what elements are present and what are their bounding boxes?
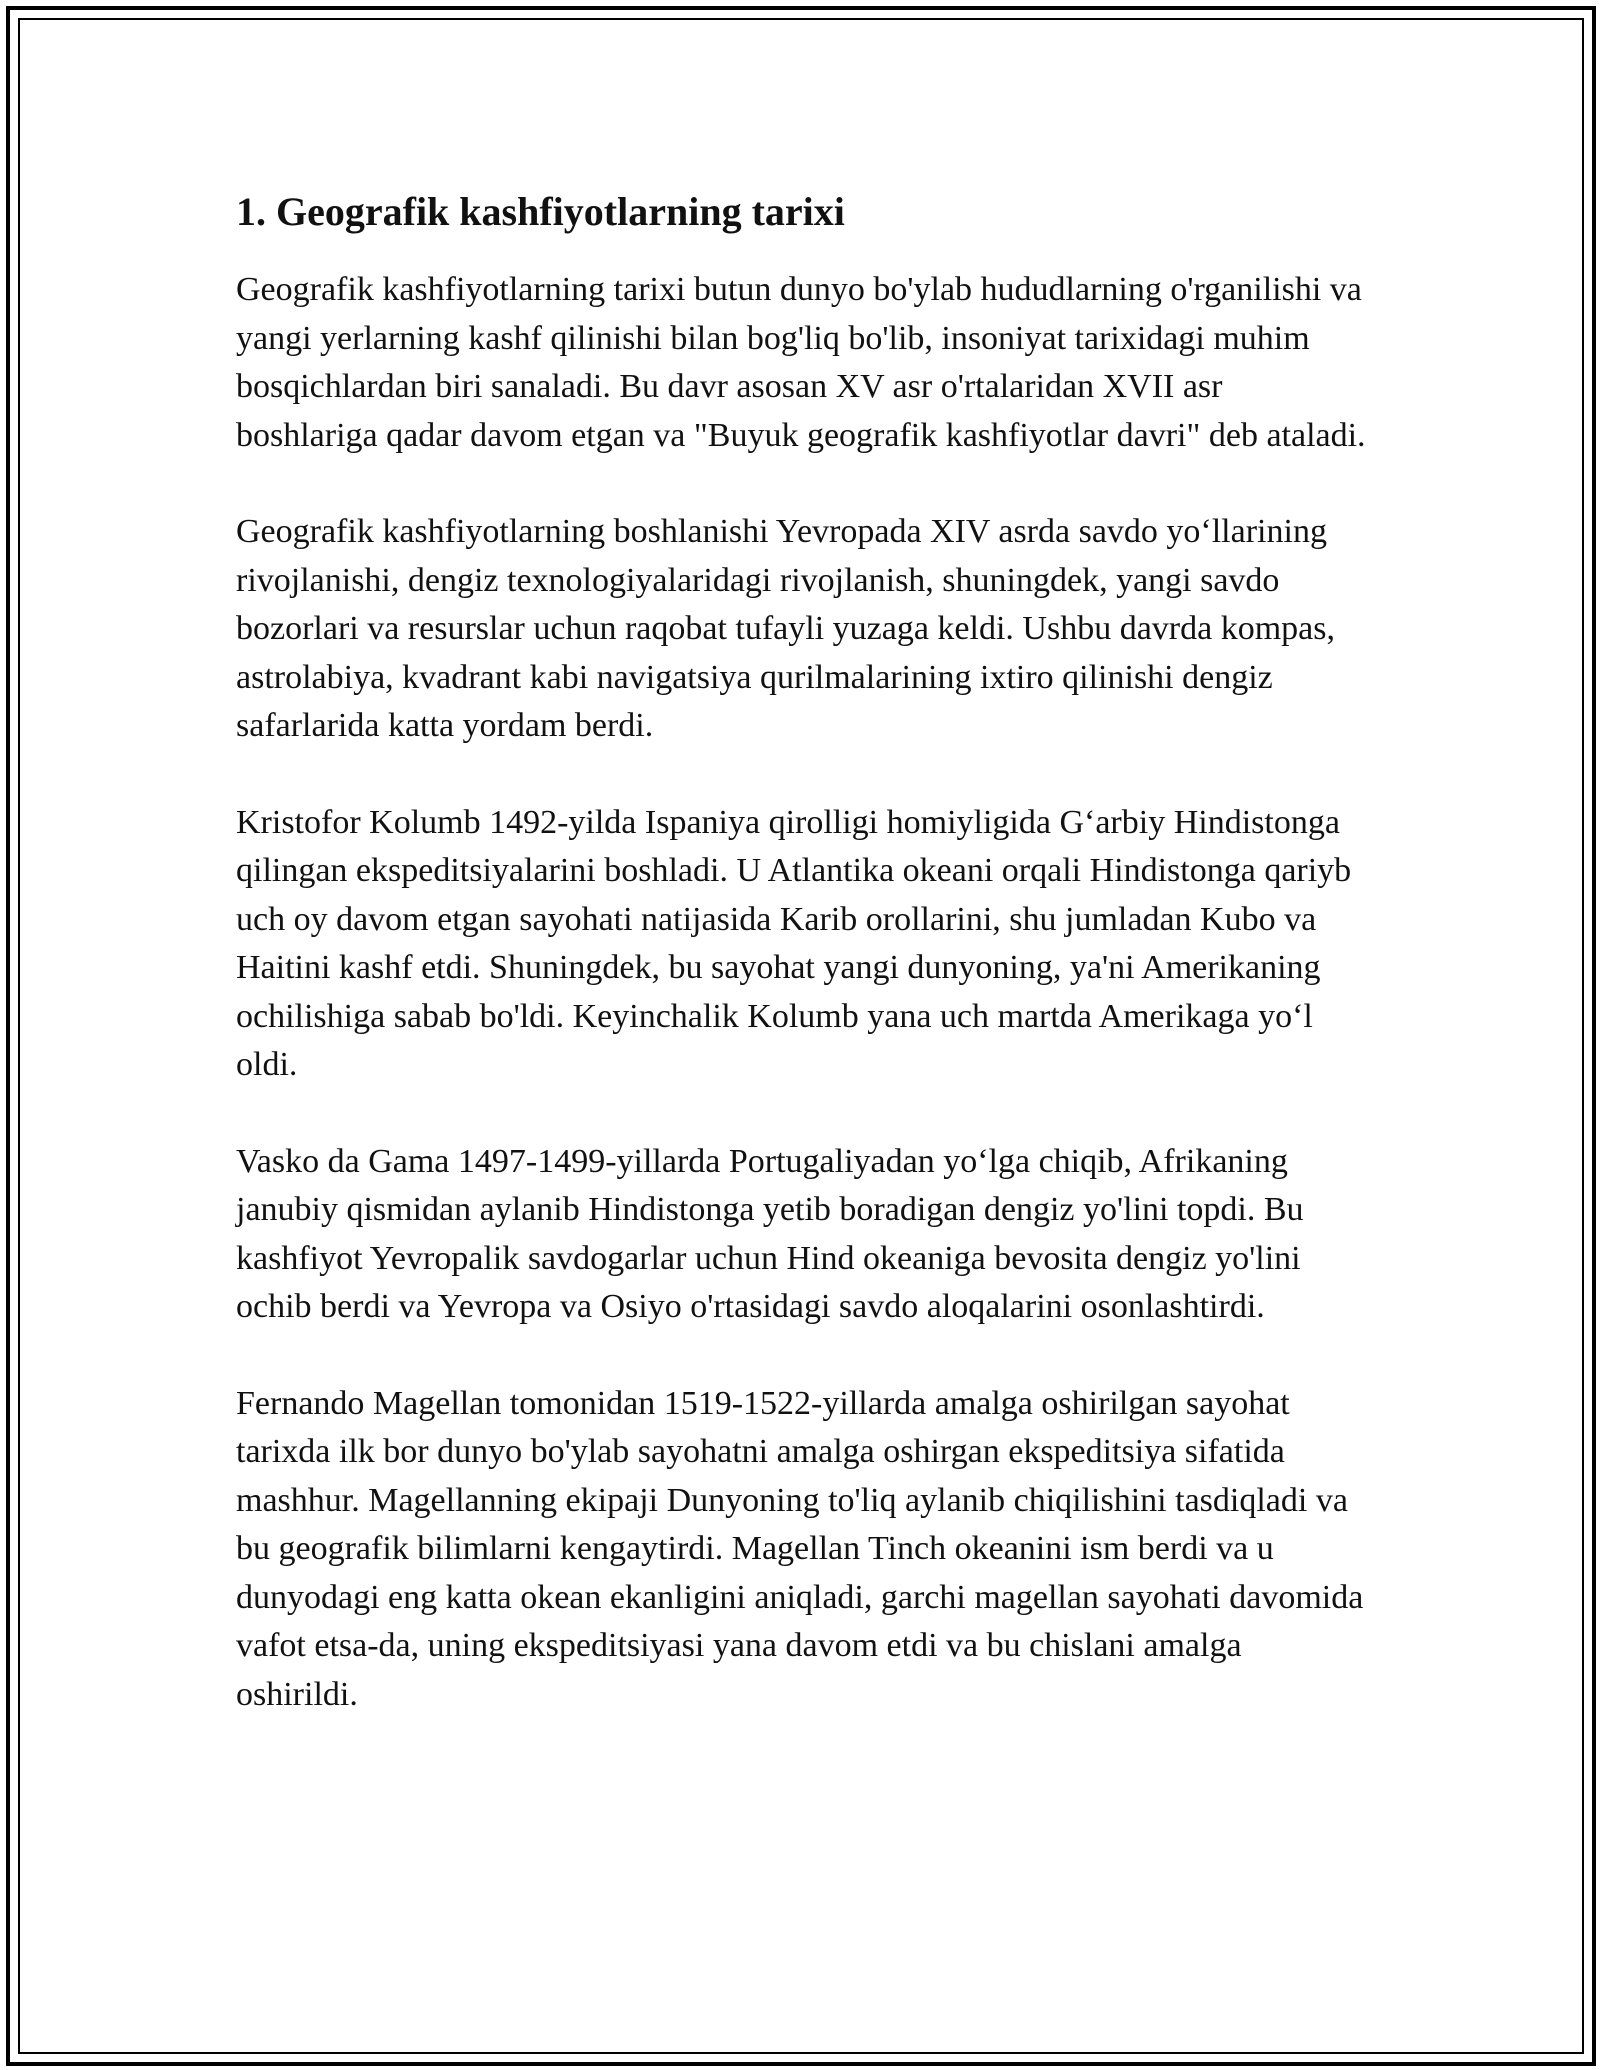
paragraph-columbus: Kristofor Kolumb 1492-yilda Ispaniya qirolligi homiyligida G‘arbiy Hindistonga qilingan ekspeditsiyalarini boshladi. U Atlantika okeani orqali Hindistonga qariyb uch oy davom etgan sayohati natijasida Karib orollarini, shu jumladan Kubo va Haitini kashf etdi. Shuningdek, bu sayohat yangi dunyoning, ya'ni Amerikaning ochilishiga sabab bo'ldi. Keyinchalik Kolumb yana uch martda Amerikaga yo‘l oldi. [236,803,1352,1083]
document-heading: 1. Geografik kashfiyotlarning tarixi [236,189,845,234]
document-body [236,186,1366,1767]
paragraph-vasco-da-gama: Vasko da Gama 1497-1499-yillarda Portugaliyadan yo‘lga chiqib, Afrikaning janubiy qismidan aylanib Hindistonga yetib boradigan dengiz yo'lini topdi. Bu kashfiyot Yevropalik savdogarlar uchun Hind okeaniga bevosita dengiz yo'lini ochib berdi va Yevropa va Osiyo o'rtasidagi savdo aloqalarini osonlashtirdi. [236,1142,1304,1325]
paragraph-intro: Geografik kashfiyotlarning tarixi butun dunyo bo'ylab hududlarning o'rganilishi va yangi yerlarning kashf qilinishi bilan bog'liq bo'lib, insoniyat tarixidagi muhim bosqichlardan biri sanaladi. Bu davr asosan XV asr o'rtalaridan XVII asr boshlariga qadar davom etgan va "Buyuk geografik kashfiyotlar davri" deb ataladi. [236,271,1366,454]
paragraph-beginnings: Geografik kashfiyotlarning boshlanishi Yevropada XIV asrda savdo yo‘llarining rivojlanishi, dengiz texnologiyalaridagi rivojlanish, shuningdek, yangi savdo bozorlari va resurslar uchun raqobat tufayli yuzaga keldi. Ushbu davrda kompas, astrolabiya, kvadrant kabi navigatsiya qurilmalarining ixtiro qilinishi dengiz safarlarida katta yordam berdi. [236,513,1335,744]
paragraph-magellan: Fernando Magellan tomonidan 1519-1522-yillarda amalga oshirilgan sayohat tarixda ilk bor dunyo bo'ylab sayohatni amalga oshirgan ekspeditsiya sifatida mashhur. Magellanning ekipaji Dunyoning to'liq aylanib chiqilishini tasdiqladi va bu geografik bilimlarni kengaytirdi. Magellan Tinch okeanini ism berdi va u dunyodagi eng katta okean ekanligini aniqladi, garchi magellan sayohati davomida vafot etsa-da, uning ekspeditsiyasi yana davom etdi va bu chislani amalga oshirildi. [236,1384,1364,1713]
